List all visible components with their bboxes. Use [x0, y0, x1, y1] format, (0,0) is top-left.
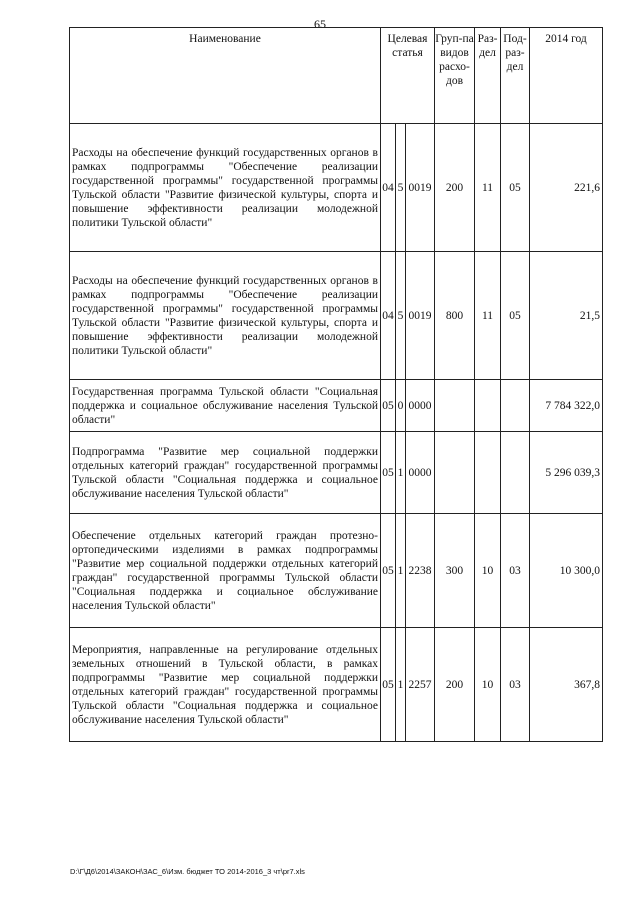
row-code-b: 1 [396, 628, 406, 742]
header-target-article: Целевая статья [381, 28, 435, 124]
header-section: Раз-дел [475, 28, 501, 124]
row-section: 10 [475, 514, 501, 628]
budget-table [69, 27, 603, 742]
row-code-c: 0019 [406, 124, 435, 252]
row-code-a: 05 [381, 514, 396, 628]
row-expense-group [435, 380, 475, 432]
row-code-a: 05 [381, 380, 396, 432]
row-name: Расходы на обеспечение функций государственных органов в рамках подпрограммы "Обеспечение реализации государственной программы" государственной программы Тульской области "Развитие физической культуры, спорта и повышение эффективности реализации молодежной политики Тульской области" [70, 124, 381, 252]
row-code-b: 1 [396, 432, 406, 514]
row-expense-group: 200 [435, 124, 475, 252]
row-code-b: 5 [396, 124, 406, 252]
row-name: Расходы на обеспечение функций государственных органов в рамках подпрограммы "Обеспечение реализации государственной программы" государственной программы Тульской области "Развитие физической культуры, спорта и повышение эффективности реализации молодежной политики Тульской области" [70, 252, 381, 380]
row-amount: 5 296 039,3 [530, 432, 603, 514]
row-section [475, 432, 501, 514]
row-code-a: 05 [381, 628, 396, 742]
row-amount: 21,5 [530, 252, 603, 380]
row-amount: 7 784 322,0 [530, 380, 603, 432]
row-section [475, 380, 501, 432]
row-subsection: 03 [501, 628, 530, 742]
table-row [70, 380, 603, 432]
row-code-b: 5 [396, 252, 406, 380]
row-expense-group: 800 [435, 252, 475, 380]
row-name: Государственная программа Тульской области "Социальная поддержка и социальное обслуживание населения Тульской области" [70, 380, 381, 432]
row-code-a: 05 [381, 432, 396, 514]
row-subsection: 05 [501, 124, 530, 252]
row-amount: 10 300,0 [530, 514, 603, 628]
row-code-c: 2238 [406, 514, 435, 628]
row-code-a: 04 [381, 252, 396, 380]
page-number: 65 [314, 17, 326, 31]
table-row [70, 432, 603, 514]
table-row [70, 252, 603, 380]
footer-file-path: D:\Г\Д6\2014\ЗАКОН\ЗАС_6\Изм. бюджет ТО 2014-2016_3 чт\pr7.xls [70, 867, 305, 876]
header-row [70, 28, 603, 124]
row-code-a: 04 [381, 124, 396, 252]
row-amount: 367,8 [530, 628, 603, 742]
row-amount: 221,6 [530, 124, 603, 252]
row-subsection: 05 [501, 252, 530, 380]
row-subsection [501, 432, 530, 514]
row-section: 10 [475, 628, 501, 742]
header-subsection: Под-раз-дел [501, 28, 530, 124]
row-expense-group [435, 432, 475, 514]
row-name: Мероприятия, направленные на регулирование отдельных земельных отношений в Тульской области, в рамках подпрограммы "Развитие мер социальной поддержки отдельных категорий граждан" государственной программы Тульской области "Социальная поддержка и социальное обслуживание населения Тульской области" [70, 628, 381, 742]
row-subsection [501, 380, 530, 432]
header-year: 2014 год [530, 28, 603, 124]
row-code-c: 0000 [406, 380, 435, 432]
table-row [70, 514, 603, 628]
row-expense-group: 200 [435, 628, 475, 742]
header-name: Наименование [70, 28, 381, 124]
row-code-b: 0 [396, 380, 406, 432]
header-expense-group: Груп-па видов расхо-дов [435, 28, 475, 124]
row-subsection: 03 [501, 514, 530, 628]
row-section: 11 [475, 252, 501, 380]
row-code-c: 2257 [406, 628, 435, 742]
row-code-c: 0000 [406, 432, 435, 514]
table-row [70, 124, 603, 252]
row-code-c: 0019 [406, 252, 435, 380]
row-name: Подпрограмма "Развитие мер социальной поддержки отдельных категорий граждан" государственной программы Тульской области "Социальная поддержка и социальное обслуживание населения Тульской области" [70, 432, 381, 514]
row-name: Обеспечение отдельных категорий граждан протезно-ортопедическими изделиями в рамках подпрограммы "Развитие мер социальной поддержки отдельных категорий граждан" государственной программы Тульской области "Социальная поддержка и социальное обслуживание населения Тульской области" [70, 514, 381, 628]
row-expense-group: 300 [435, 514, 475, 628]
row-section: 11 [475, 124, 501, 252]
table-row [70, 628, 603, 742]
row-code-b: 1 [396, 514, 406, 628]
